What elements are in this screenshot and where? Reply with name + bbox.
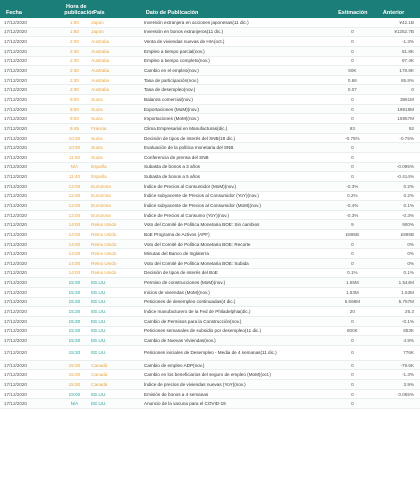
- table-row[interactable]: [0, 201, 420, 211]
- cell-estimacion: 0: [351, 58, 354, 64]
- cell-pais: Japón: [91, 19, 104, 25]
- table-body: [0, 18, 420, 409]
- cell-estimacion: 0: [351, 241, 354, 247]
- cell-fecha: 17/12/2020: [4, 106, 27, 112]
- cell-hora: 2:30: [69, 58, 79, 64]
- cell-fecha: 17/12/2020: [4, 48, 27, 54]
- cell-hora: 19:00: [68, 391, 81, 397]
- cell-hora: 10:30: [68, 145, 81, 151]
- cell-anterior: 4.9%: [403, 337, 414, 343]
- cell-hora: 9:00: [69, 116, 79, 122]
- cell-estimacion: 0: [351, 381, 354, 387]
- cell-fecha: 17/12/2020: [4, 154, 27, 160]
- cell-estimacion: 0: [351, 174, 354, 180]
- cell-pais: Suiza: [91, 154, 103, 160]
- table-row[interactable]: [0, 163, 420, 173]
- table-row[interactable]: [0, 380, 420, 390]
- cell-fecha: 17/12/2020: [4, 391, 27, 397]
- cell-fecha: 17/12/2020: [4, 318, 27, 324]
- cell-anterior: 0%: [407, 260, 414, 266]
- cell-hora: 9:00: [69, 96, 79, 102]
- cell-fecha: 17/12/2020: [4, 68, 27, 74]
- table-row[interactable]: [0, 370, 420, 380]
- cell-dato: Balanza comercial(nov.): [144, 96, 193, 102]
- cell-hora: 11:00: [68, 154, 80, 160]
- cell-estimacion: 0: [351, 318, 354, 324]
- cell-hora: 14:00: [68, 251, 81, 257]
- cell-estimacion: -0.3%: [346, 212, 359, 218]
- cell-hora: 12:00: [68, 212, 81, 218]
- cell-estimacion: 0.1%: [347, 270, 358, 276]
- table-row[interactable]: [0, 47, 420, 57]
- cell-fecha: 17/12/2020: [4, 337, 27, 343]
- cell-dato: Evaluación de la política monetaria del SNB: [144, 145, 234, 151]
- cell-pais: Suiza: [91, 135, 103, 141]
- table-row[interactable]: [0, 182, 420, 192]
- cell-fecha: 17/12/2020: [4, 289, 27, 295]
- cell-anterior: -0.3%: [401, 212, 414, 218]
- cell-pais: España: [91, 164, 107, 170]
- cell-dato: Importaciones (MoM)(nov.): [144, 116, 199, 122]
- cell-dato: Voto del Comité de Política Monetaria BOE: Sin cambios: [144, 222, 260, 228]
- table-row[interactable]: [0, 288, 420, 298]
- cell-anterior: 26.3: [405, 309, 414, 315]
- cell-estimacion: 0: [351, 39, 354, 45]
- cell-dato: Inversión en bonos extranjeros(11 dic.): [144, 29, 224, 35]
- cell-pais: Canadá: [91, 381, 108, 387]
- cell-fecha: 17/12/2020: [4, 270, 27, 276]
- table-row[interactable]: [0, 85, 420, 95]
- cell-fecha: 17/12/2020: [4, 350, 27, 356]
- table-header: [0, 0, 420, 18]
- cell-hora: 14:00: [68, 231, 81, 237]
- cell-hora: 15:30: [68, 337, 81, 343]
- cell-pais: Eurozona: [91, 212, 111, 218]
- cell-hora: 15:30: [68, 309, 81, 315]
- table-row[interactable]: [0, 327, 420, 337]
- cell-pais: EE.UU.: [91, 401, 107, 407]
- cell-anterior: 853K: [403, 328, 414, 334]
- cell-fecha: 17/12/2020: [4, 222, 27, 228]
- cell-fecha: 17/12/2020: [4, 77, 27, 83]
- cell-anterior: 0.065%: [398, 391, 414, 397]
- cell-estimacion: 0: [351, 96, 354, 102]
- table-row[interactable]: [0, 298, 420, 308]
- cell-dato: Emisión de bonos a 4 semanas: [144, 391, 209, 397]
- cell-anterior: 0.2%: [403, 183, 414, 189]
- cell-fecha: 17/12/2020: [4, 29, 27, 35]
- cell-estimacion: 0: [351, 372, 354, 378]
- cell-pais: Reino Unido: [91, 241, 117, 247]
- cell-dato: Decisión de tipos de interés del BoE: [144, 270, 218, 276]
- cell-anterior: 178.8K: [399, 68, 414, 74]
- cell-dato: Venta de viviendas nuevas de HIA(oct.): [144, 39, 225, 45]
- cell-hora: 9:45: [69, 125, 79, 131]
- cell-dato: Cambio de empleo ADP(nov.): [144, 362, 205, 368]
- cell-dato: Índice subyacente de Precios al Consumidor (MoM)(nov.): [144, 202, 261, 208]
- cell-anterior: 5.757M: [398, 299, 414, 305]
- cell-dato: Anuncio de la vacuna para el COVID-19: [144, 401, 226, 407]
- cell-fecha: 17/12/2020: [4, 145, 27, 151]
- table-row[interactable]: [0, 18, 420, 28]
- cell-estimacion: 1.53M: [345, 289, 359, 295]
- cell-dato: Peticiones de desempleo continuadas(4 dic.): [144, 299, 236, 305]
- cell-anterior: 15957M: [397, 116, 414, 122]
- cell-anterior: 0.2%: [403, 193, 414, 199]
- cell-estimacion: 0: [351, 251, 354, 257]
- cell-pais: Suiza: [91, 145, 103, 151]
- cell-anterior: -79.5K: [400, 362, 414, 368]
- cell-dato: Índice de Precios al Consumidor (MoM)(nov.): [144, 183, 237, 189]
- cell-anterior: £895B: [400, 231, 414, 237]
- cell-fecha: 17/12/2020: [4, 174, 27, 180]
- cell-dato: Empleo a tiempo completo(nov.): [144, 58, 210, 64]
- cell-pais: Reino Unido: [91, 260, 117, 266]
- cell-pais: EE.UU.: [91, 328, 107, 334]
- cell-dato: Clima Empresarial en Manufacturas(dic.): [144, 125, 228, 131]
- cell-pais: EE.UU.: [91, 350, 107, 356]
- cell-estimacion: 0: [351, 391, 354, 397]
- cell-pais: Australia: [91, 48, 110, 54]
- cell-estimacion: 0.2%: [347, 193, 358, 199]
- cell-anterior: -0.414%: [396, 174, 414, 180]
- cell-fecha: 17/12/2020: [4, 116, 27, 122]
- cell-pais: Eurozona: [91, 193, 111, 199]
- cell-hora: N/A: [70, 164, 79, 170]
- cell-hora: 12:00: [68, 193, 81, 199]
- cell-anterior: 0.1%: [403, 270, 414, 276]
- cell-hora: 15:30: [68, 362, 81, 368]
- table-row[interactable]: [0, 278, 420, 288]
- cell-hora: 14:00: [68, 260, 81, 266]
- cell-anterior: 900%: [402, 222, 414, 228]
- cell-hora: 12:00: [68, 183, 81, 189]
- header-pais[interactable]: País: [93, 10, 105, 16]
- cell-anterior: 92: [408, 125, 414, 131]
- cell-pais: Suiza: [91, 106, 103, 112]
- cell-fecha: 17/12/2020: [4, 183, 27, 189]
- cell-pais: Australia: [91, 39, 110, 45]
- cell-fecha: 17/12/2020: [4, 202, 27, 208]
- cell-dato: Peticiones semanales de subsidio por desempleo(11 dic.): [144, 328, 262, 334]
- cell-pais: Reino Unido: [91, 222, 117, 228]
- table-row[interactable]: [0, 211, 420, 221]
- cell-dato: Índice manufacturero de la Fed de Philadelphia(dic.): [144, 309, 251, 315]
- cell-hora: 9:00: [69, 106, 79, 112]
- cell-fecha: 17/12/2020: [4, 372, 27, 378]
- cell-estimacion: 0: [351, 154, 354, 160]
- cell-estimacion: 0: [351, 116, 354, 122]
- cell-hora: 15:30: [68, 381, 81, 387]
- cell-fecha: 17/12/2020: [4, 125, 27, 131]
- cell-dato: Empleo a tiempo parcial(nov.): [144, 48, 205, 54]
- table-row[interactable]: [0, 269, 420, 279]
- table-row[interactable]: [0, 28, 420, 38]
- cell-dato: Inversión extranjera en acciones japonesas(11 dic.): [144, 19, 249, 25]
- cell-hora: 14:00: [68, 241, 81, 247]
- header-fecha[interactable]: Fecha: [6, 10, 22, 16]
- header-anterior[interactable]: Anterior: [382, 10, 405, 16]
- table-row[interactable]: [0, 114, 420, 124]
- cell-estimacion: 5.598M: [344, 299, 361, 305]
- table-row[interactable]: [0, 399, 420, 409]
- cell-hora: 15:30: [68, 318, 81, 324]
- cell-dato: Permiso de construcciones (MoM)(nov.): [144, 280, 226, 286]
- cell-fecha: 17/12/2020: [4, 193, 27, 199]
- cell-pais: Eurozona: [91, 183, 111, 189]
- cell-dato: Índice de precios de viviendas nuevas (YoY)(nov.): [144, 381, 246, 387]
- cell-fecha: 17/12/2020: [4, 328, 27, 334]
- cell-dato: Subasta de bonos a 5 años: [144, 174, 200, 180]
- cell-pais: EE.UU.: [91, 280, 107, 286]
- cell-pais: Suiza: [91, 116, 103, 122]
- cell-dato: Índice subyacente de Precios al Consumidor (YoY)(nov.): [144, 193, 259, 199]
- cell-anterior: ¥1252.7B: [394, 29, 414, 35]
- cell-estimacion: 0: [351, 362, 354, 368]
- cell-anterior: 1.544M: [398, 280, 414, 286]
- cell-dato: Conferencia de prensa del SNB: [144, 154, 209, 160]
- table-row[interactable]: [0, 361, 420, 371]
- cell-dato: Voto del Comité de Política Monetaria BOE: Recorte: [144, 241, 251, 247]
- cell-fecha: 17/12/2020: [4, 381, 27, 387]
- cell-anterior: 81.8K: [401, 48, 414, 54]
- cell-estimacion: 0: [351, 401, 354, 407]
- cell-estimacion: -0.4%: [346, 202, 359, 208]
- table-row[interactable]: [0, 192, 420, 202]
- table-row[interactable]: [0, 346, 420, 361]
- cell-hora: 11:40: [68, 174, 80, 180]
- cell-hora: 15:30: [68, 280, 81, 286]
- cell-dato: Cambio de Nuevas Viviendas(nov.): [144, 337, 216, 343]
- cell-dato: Cambio de Permisos para la Construcción(nov.): [144, 318, 242, 324]
- header-hora[interactable]: Hora de publicación: [64, 4, 95, 16]
- cell-estimacion: 0.07: [347, 87, 357, 93]
- cell-anterior: -0.1%: [401, 318, 414, 324]
- cell-pais: Francia: [91, 125, 107, 131]
- table-row[interactable]: [0, 153, 420, 163]
- table-row[interactable]: [0, 57, 420, 67]
- cell-dato: Tasa de desempleo(nov.): [144, 87, 196, 93]
- cell-anterior: 65.8%: [400, 77, 414, 83]
- cell-pais: España: [91, 174, 107, 180]
- cell-fecha: 17/12/2020: [4, 96, 27, 102]
- table-row[interactable]: [0, 240, 420, 250]
- cell-hora: 15:30: [68, 299, 81, 305]
- table-row[interactable]: [0, 390, 420, 400]
- table-row[interactable]: [0, 317, 420, 327]
- table-row[interactable]: [0, 220, 420, 230]
- cell-anterior: 0%: [407, 251, 414, 257]
- table-row[interactable]: [0, 230, 420, 240]
- cell-pais: Japón: [91, 29, 104, 35]
- cell-hora: 2:30: [69, 77, 79, 83]
- table-row[interactable]: [0, 76, 420, 86]
- cell-estimacion: 0.66: [347, 77, 357, 83]
- cell-pais: Canadá: [91, 372, 108, 378]
- cell-hora: 1:50: [69, 19, 79, 25]
- cell-dato: Voto del Comité de Política Monetaria BOE: Subida: [144, 260, 249, 266]
- cell-dato: Índice de Precios al Consumo (YoY)(nov.): [144, 212, 230, 218]
- table-row[interactable]: [0, 249, 420, 259]
- cell-estimacion: 0: [351, 260, 354, 266]
- cell-estimacion: 93: [349, 125, 355, 131]
- cell-fecha: 17/12/2020: [4, 362, 27, 368]
- cell-estimacion: £895B: [345, 231, 360, 237]
- table-row[interactable]: [0, 307, 420, 317]
- cell-pais: Canadá: [91, 362, 108, 368]
- cell-fecha: 17/12/2020: [4, 280, 27, 286]
- cell-hora: 1:50: [69, 29, 79, 35]
- cell-fecha: 17/12/2020: [4, 251, 27, 257]
- cell-hora: 15:30: [68, 350, 81, 356]
- cell-fecha: 17/12/2020: [4, 231, 27, 237]
- cell-hora: 2:30: [69, 68, 79, 74]
- cell-fecha: 17/12/2020: [4, 135, 27, 141]
- table-row[interactable]: [0, 37, 420, 47]
- cell-estimacion: 0: [351, 48, 354, 54]
- cell-hora: 2:00: [69, 39, 79, 45]
- cell-estimacion: 0: [351, 145, 354, 151]
- cell-hora: 15:30: [68, 328, 81, 334]
- cell-hora: 10:30: [68, 135, 81, 141]
- table-row[interactable]: [0, 259, 420, 269]
- cell-hora: 15:30: [68, 372, 81, 378]
- cell-dato: Minutas del Banco de Inglaterra: [144, 251, 209, 257]
- cell-anterior: 3.9%: [403, 381, 414, 387]
- cell-pais: EE.UU.: [91, 299, 107, 305]
- cell-anterior: -0.095%: [396, 164, 414, 170]
- cell-estimacion: 0: [351, 337, 354, 343]
- cell-anterior: 0: [411, 87, 414, 93]
- cell-fecha: 17/12/2020: [4, 299, 27, 305]
- cell-fecha: 17/12/2020: [4, 401, 27, 407]
- cell-anterior: 3861M: [399, 96, 414, 102]
- cell-anterior: -1.3%: [401, 39, 414, 45]
- cell-fecha: 17/12/2020: [4, 19, 27, 25]
- cell-anterior: -1.3%: [401, 372, 414, 378]
- cell-dato: Cambio en los beneficiarios del seguro de empleo (MoM)(oct.): [144, 372, 271, 378]
- cell-pais: Eurozona: [91, 202, 111, 208]
- table-row[interactable]: [0, 172, 420, 182]
- cell-pais: Australia: [91, 77, 110, 83]
- cell-dato: BoE Programa de Activos (APF): [144, 231, 210, 237]
- cell-pais: Reino Unido: [91, 270, 117, 276]
- cell-pais: EE.UU.: [91, 337, 107, 343]
- table-row[interactable]: [0, 95, 420, 105]
- cell-anterior: 776K: [403, 350, 414, 356]
- cell-fecha: 17/12/2020: [4, 241, 27, 247]
- cell-fecha: 17/12/2020: [4, 260, 27, 266]
- cell-estimacion: -0.3%: [346, 183, 359, 189]
- cell-hora: 14:00: [68, 222, 81, 228]
- cell-pais: EE.UU.: [91, 391, 107, 397]
- cell-pais: Reino Unido: [91, 231, 117, 237]
- table-row[interactable]: [0, 336, 420, 346]
- cell-estimacion: 800K: [347, 328, 358, 334]
- cell-fecha: 17/12/2020: [4, 164, 27, 170]
- cell-dato: Peticiones iniciales de Desempleo - Media de 4 semanas(11 dic.): [144, 350, 277, 356]
- cell-dato: Decisión de tipos de interés del SNB(18 dic.): [144, 135, 236, 141]
- cell-hora: N/A: [70, 401, 79, 407]
- cell-estimacion: 9: [351, 222, 354, 228]
- cell-pais: Australia: [91, 58, 110, 64]
- cell-fecha: 17/12/2020: [4, 309, 27, 315]
- cell-anterior: -0.75%: [399, 135, 414, 141]
- cell-hora: 2:30: [69, 48, 79, 54]
- table-row[interactable]: [0, 134, 420, 144]
- header-estimacion[interactable]: Estimación: [338, 10, 368, 16]
- cell-pais: EE.UU.: [91, 318, 107, 324]
- cell-hora: 14:00: [68, 270, 81, 276]
- cell-anterior: 0%: [407, 241, 414, 247]
- cell-anterior: 0.1%: [403, 202, 414, 208]
- cell-estimacion: 1.55M: [345, 280, 359, 286]
- cell-pais: Suiza: [91, 96, 103, 102]
- header-dato[interactable]: Dato de Publicación: [145, 10, 199, 16]
- cell-hora: 12:00: [68, 202, 81, 208]
- cell-dato: Subasta de bonos a 3 años: [144, 164, 200, 170]
- cell-estimacion: 0: [351, 106, 354, 112]
- cell-anterior: 1.53M: [401, 289, 414, 295]
- table-row[interactable]: [0, 124, 420, 134]
- cell-dato: Cambio en el empleo(nov.): [144, 68, 199, 74]
- cell-estimacion: 20: [349, 309, 355, 315]
- table-row[interactable]: [0, 105, 420, 115]
- cell-estimacion: 0: [351, 350, 354, 356]
- cell-fecha: 17/12/2020: [4, 58, 27, 64]
- cell-pais: Australia: [91, 87, 110, 93]
- cell-estimacion: -0.75%: [345, 135, 360, 141]
- table-row[interactable]: [0, 143, 420, 153]
- cell-hora: 15:30: [68, 289, 81, 295]
- cell-dato: Inicios de viviendas (MoM)(nov.): [144, 289, 210, 295]
- cell-dato: Tasa de participación(nov.): [144, 77, 199, 83]
- cell-estimacion: 0: [351, 29, 354, 35]
- cell-pais: EE.UU.: [91, 289, 107, 295]
- cell-hora: 2:30: [69, 87, 79, 93]
- cell-fecha: 17/12/2020: [4, 212, 27, 218]
- cell-pais: EE.UU.: [91, 309, 107, 315]
- cell-fecha: 17/12/2020: [4, 39, 27, 45]
- cell-estimacion: 0: [351, 164, 354, 170]
- cell-anterior: 19818M: [397, 106, 414, 112]
- cell-fecha: 17/12/2020: [4, 87, 27, 93]
- cell-pais: Australia: [91, 68, 110, 74]
- table-row[interactable]: [0, 66, 420, 76]
- cell-pais: Reino Unido: [91, 251, 117, 257]
- cell-anterior: 97.4K: [401, 58, 414, 64]
- cell-dato: Exportaciones (MoM)(nov.): [144, 106, 200, 112]
- cell-estimacion: 50K: [348, 68, 357, 74]
- cell-anterior: ¥42.1B: [399, 19, 414, 25]
